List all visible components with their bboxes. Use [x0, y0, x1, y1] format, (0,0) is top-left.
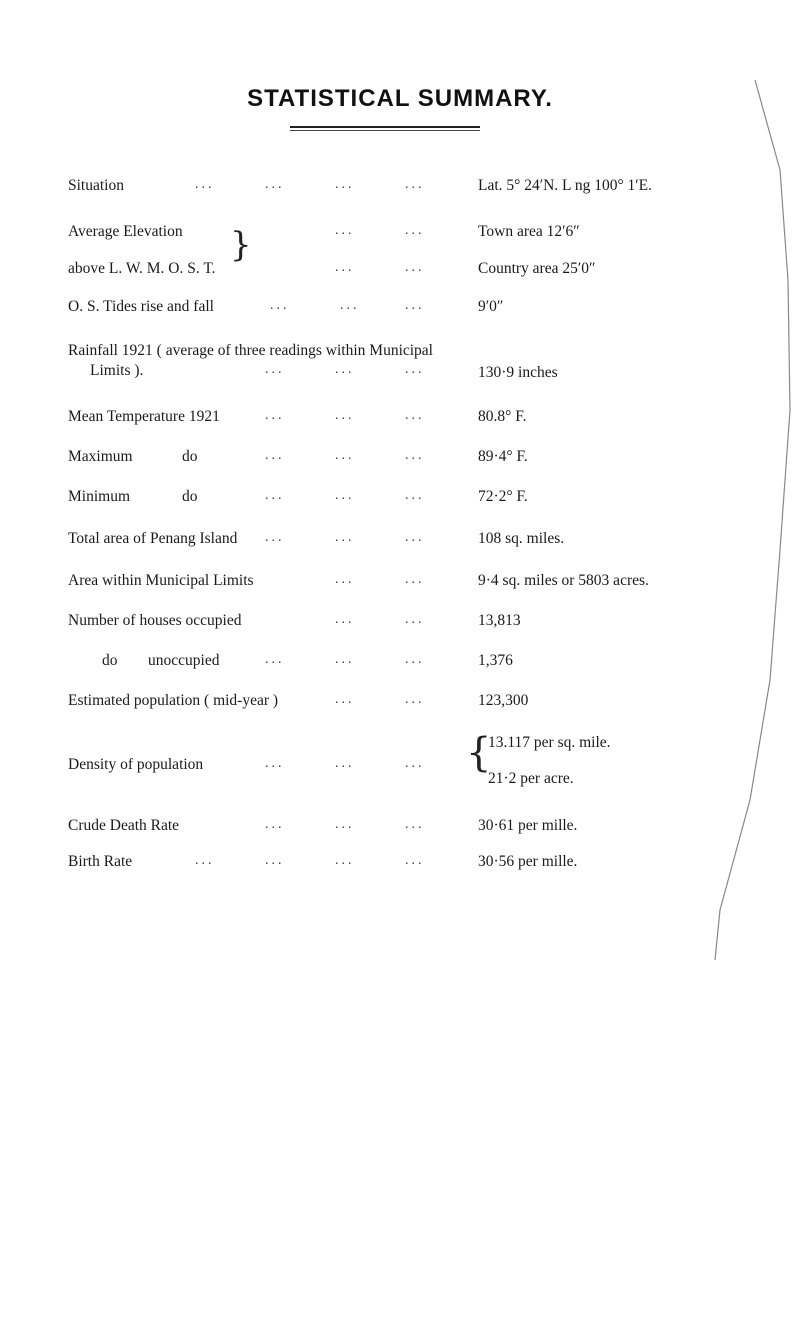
- leader-dots: ...: [405, 177, 425, 192]
- situation-label: Situation: [68, 177, 124, 194]
- municipal-area-label: Area within Municipal Limits: [68, 572, 254, 589]
- leader-dots: ...: [405, 448, 425, 463]
- leader-dots: ...: [335, 408, 355, 423]
- elevation-label-2: above L. W. M. O. S. T.: [68, 260, 216, 277]
- fold-line: [600, 80, 800, 960]
- leader-dots: ...: [405, 612, 425, 627]
- minimum-value: 72·2° F.: [478, 488, 528, 505]
- leader-dots: ...: [405, 817, 425, 832]
- page-title: STATISTICAL SUMMARY.: [247, 85, 553, 112]
- leader-dots: ...: [265, 488, 285, 503]
- leader-dots: ...: [335, 692, 355, 707]
- leader-dots: ...: [405, 488, 425, 503]
- elevation-label: Average Elevation: [68, 223, 183, 240]
- leader-dots: ...: [265, 652, 285, 667]
- death-rate-label: Crude Death Rate: [68, 817, 180, 834]
- leader-dots: ...: [195, 177, 215, 192]
- leader-dots: ...: [265, 853, 285, 868]
- death-rate-value: 30·61 per mille.: [478, 817, 578, 834]
- total-area-label: Total area of Penang Island: [68, 530, 238, 547]
- ditto: do: [182, 448, 198, 465]
- houses-unoccupied-value: 1,376: [478, 652, 513, 669]
- mean-temp-value: 80.8° F.: [478, 408, 527, 425]
- leader-dots: ...: [335, 756, 355, 771]
- leader-dots: ...: [265, 448, 285, 463]
- density-acre: 21·2 per acre.: [488, 770, 574, 787]
- title-underline: [290, 126, 480, 128]
- ditto: do: [182, 488, 198, 505]
- population-value: 123,300: [478, 692, 529, 709]
- elevation-country: Country area 25′0″: [478, 260, 596, 277]
- total-area-value: 108 sq. miles.: [478, 530, 565, 547]
- leader-dots: ...: [335, 488, 355, 503]
- leader-dots: ...: [405, 223, 425, 238]
- leader-dots: ...: [335, 817, 355, 832]
- mean-temp-label: Mean Temperature 1921: [68, 408, 220, 425]
- rainfall-label: Rainfall 1921 ( average of three readings within Municipal: [68, 342, 433, 359]
- leader-dots: ...: [265, 177, 285, 192]
- birth-rate-label: Birth Rate: [68, 853, 133, 870]
- density-label: Density of population: [68, 756, 204, 773]
- rainfall-label-2: Limits ).: [90, 362, 144, 379]
- minimum-label: Minimum: [68, 488, 131, 505]
- leader-dots: ...: [405, 362, 425, 377]
- leader-dots: ...: [335, 530, 355, 545]
- leader-dots: ...: [405, 298, 425, 313]
- leader-dots: ...: [335, 853, 355, 868]
- leader-dots: ...: [405, 260, 425, 275]
- leader-dots: ...: [265, 530, 285, 545]
- density-sq-mile: 13.117 per sq. mile.: [488, 734, 611, 751]
- leader-dots: ...: [335, 572, 355, 587]
- leader-dots: ...: [405, 572, 425, 587]
- leader-dots: ...: [265, 817, 285, 832]
- leader-dots: ...: [405, 756, 425, 771]
- elevation-town: Town area 12′6″: [478, 223, 580, 240]
- maximum-label: Maximum: [68, 448, 133, 465]
- leader-dots: ...: [335, 448, 355, 463]
- leader-dots: ...: [405, 652, 425, 667]
- situation-value: Lat. 5° 24′N. L ng 100° 1′E.: [478, 177, 653, 194]
- leader-dots: ...: [335, 652, 355, 667]
- leader-dots: ...: [195, 853, 215, 868]
- rainfall-value: 130·9 inches: [478, 364, 558, 381]
- leader-dots: ...: [335, 612, 355, 627]
- leader-dots: ...: [405, 408, 425, 423]
- leader-dots: ...: [270, 298, 290, 313]
- leader-dots: ...: [405, 692, 425, 707]
- ditto: do: [102, 652, 118, 669]
- leader-dots: ...: [335, 177, 355, 192]
- maximum-value: 89·4° F.: [478, 448, 528, 465]
- population-label: Estimated population ( mid-year ): [68, 692, 279, 709]
- title-underline-thin: [290, 130, 480, 131]
- houses-occupied-label: Number of houses occupied: [68, 612, 242, 629]
- tides-value: 9′0″: [478, 298, 504, 315]
- leader-dots: ...: [335, 260, 355, 275]
- tides-label: O. S. Tides rise and fall: [68, 298, 214, 315]
- leader-dots: ...: [335, 223, 355, 238]
- leader-dots: ...: [405, 853, 425, 868]
- leader-dots: ...: [340, 298, 360, 313]
- municipal-area-value: 9·4 sq. miles or 5803 acres.: [478, 572, 649, 589]
- leader-dots: ...: [335, 362, 355, 377]
- brace: }: [230, 225, 252, 265]
- houses-occupied-value: 13,813: [478, 612, 521, 629]
- leader-dots: ...: [265, 756, 285, 771]
- birth-rate-value: 30·56 per mille.: [478, 853, 578, 870]
- brace: {: [466, 730, 492, 776]
- leader-dots: ...: [265, 408, 285, 423]
- leader-dots: ...: [265, 362, 285, 377]
- leader-dots: ...: [405, 530, 425, 545]
- houses-unoccupied-label: unoccupied: [148, 652, 220, 669]
